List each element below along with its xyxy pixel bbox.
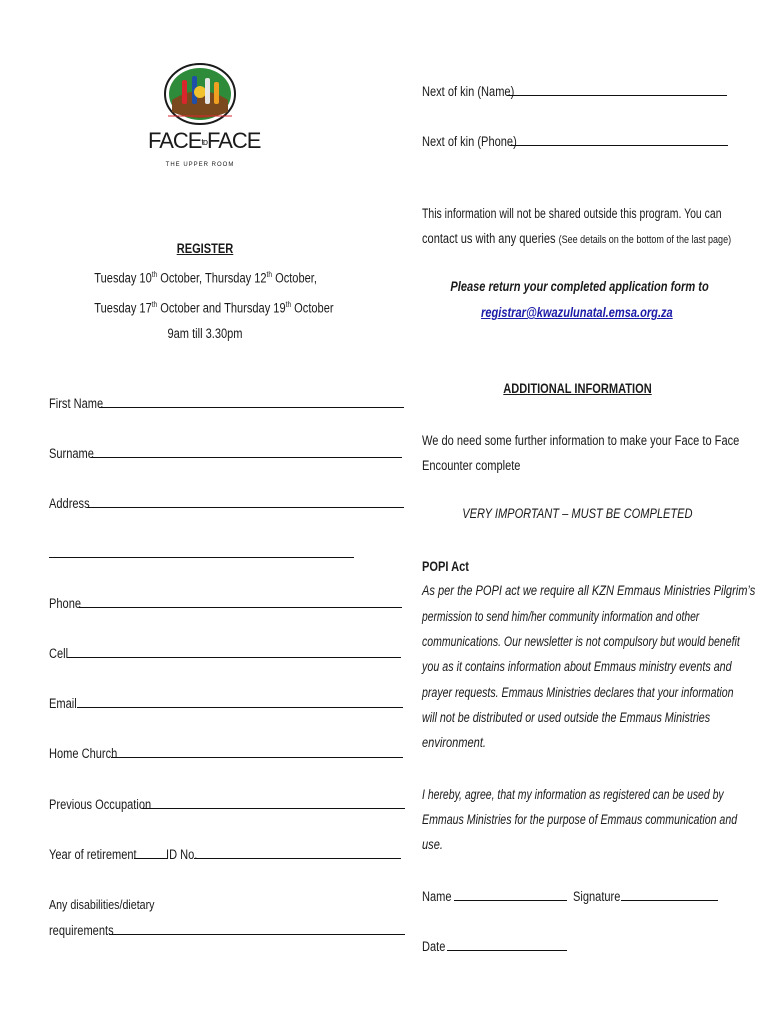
popi-title: POPI Act xyxy=(422,559,469,574)
next-of-kin-phone-label: Next of kin (Phone) xyxy=(422,134,517,149)
logo-wordmark: FACEtoFACE xyxy=(148,128,261,153)
register-title: REGISTER xyxy=(176,241,234,256)
popi-line-5: prayer requests. Emmaus Ministries declares that your information xyxy=(422,685,734,700)
next-of-kin-phone-field[interactable] xyxy=(422,129,732,149)
surname-line[interactable] xyxy=(91,457,402,458)
register-dates-line-1: Tuesday 10th October, Thursday 12th October, xyxy=(94,270,317,286)
popi-line-6: will not be distributed or used outside the Emmaus Ministries xyxy=(422,710,711,725)
agree-line-3: use. xyxy=(422,837,443,852)
retirement-id-field[interactable] xyxy=(49,842,359,862)
home-church-field[interactable] xyxy=(49,741,359,761)
disabilities-label-1: Any disabilities/dietary xyxy=(49,897,155,912)
popi-line-1: As per the POPI act we require all KZN Emmaus Ministries Pilgrim’s xyxy=(422,583,756,598)
email-field[interactable] xyxy=(49,691,359,711)
date-field[interactable] xyxy=(422,934,732,954)
next-of-kin-name-line[interactable] xyxy=(507,95,727,96)
signature-line[interactable] xyxy=(621,900,718,901)
privacy-text-1: This information will not be shared outside this program. You can xyxy=(422,206,722,221)
surname-field[interactable] xyxy=(49,441,359,461)
disabilities-label-2: requirements xyxy=(49,923,114,938)
name-signature-field[interactable] xyxy=(422,884,732,904)
first-name-label: First Name xyxy=(49,396,104,411)
agree-line-2: Emmaus Ministries for the purpose of Emmaus communication and xyxy=(422,812,738,827)
previous-occupation-field[interactable] xyxy=(49,792,359,812)
date-label: Date xyxy=(422,939,446,954)
year-of-retirement-line[interactable] xyxy=(134,858,167,859)
registrar-email-link[interactable]: registrar@kwazulunatal.emsa.org.za xyxy=(481,305,673,320)
cell-label: Cell xyxy=(49,646,69,661)
register-time: 9am till 3.30pm xyxy=(167,326,243,341)
register-dates-line-2: Tuesday 17th October and Thursday 19th October xyxy=(94,299,334,315)
name-line[interactable] xyxy=(454,900,567,901)
year-of-retirement-label: Year of retirement xyxy=(49,847,137,862)
disabilities-field[interactable] xyxy=(49,918,359,938)
name-label: Name xyxy=(422,889,452,904)
privacy-text-2: contact us with any queries (See details on the bottom of the last page) xyxy=(422,231,732,246)
popi-line-2: permission to send him/her community information and other xyxy=(422,609,700,624)
email-label: Email xyxy=(49,696,77,711)
register-block xyxy=(70,236,340,347)
phone-line[interactable] xyxy=(79,607,402,608)
address-field[interactable] xyxy=(49,491,359,511)
address-line-2-field[interactable] xyxy=(49,541,359,561)
previous-occupation-line[interactable] xyxy=(142,808,405,809)
disabilities-line[interactable] xyxy=(109,934,405,935)
cell-line[interactable] xyxy=(67,657,401,658)
popi-line-3: communications. Our newsletter is not compulsory but would benefit xyxy=(422,634,740,649)
first-name-field[interactable] xyxy=(49,391,359,411)
email-line[interactable] xyxy=(77,707,403,708)
id-no-label: ID No. xyxy=(166,847,198,862)
id-no-line[interactable] xyxy=(194,858,401,859)
address-label: Address xyxy=(49,496,90,511)
signature-label: Signature xyxy=(573,889,621,904)
further-info-text-1: We do need some further information to make your Face to Face xyxy=(422,433,740,448)
face-to-face-logo xyxy=(148,62,261,174)
phone-field[interactable] xyxy=(49,591,359,611)
cell-field[interactable] xyxy=(49,641,359,661)
return-instruction: Please return your completed application form to xyxy=(450,279,709,294)
popi-line-4: you as it contains information about Emmaus ministry events and xyxy=(422,659,732,674)
surname-label: Surname xyxy=(49,446,94,461)
home-church-line[interactable] xyxy=(111,757,403,758)
next-of-kin-name-field[interactable] xyxy=(422,79,732,99)
date-line[interactable] xyxy=(447,950,567,951)
very-important-note: VERY IMPORTANT – MUST BE COMPLETED xyxy=(461,506,693,521)
next-of-kin-name-label: Next of kin (Name) xyxy=(422,84,515,99)
agree-line-1: I hereby, agree, that my information as registered can be used by xyxy=(422,787,724,802)
previous-occupation-label: Previous Occupation xyxy=(49,797,152,812)
home-church-label: Home Church xyxy=(49,746,118,761)
additional-info-title: ADDITIONAL INFORMATION xyxy=(502,381,652,396)
address-line-1[interactable] xyxy=(87,507,404,508)
further-info-text-2: Encounter complete xyxy=(422,458,521,473)
address-line-2[interactable] xyxy=(49,557,354,558)
next-of-kin-phone-line[interactable] xyxy=(510,145,728,146)
logo-subtitle: THE UPPER ROOM xyxy=(165,162,235,168)
first-name-line[interactable] xyxy=(99,407,404,408)
popi-line-7: environment. xyxy=(422,735,486,750)
phone-label: Phone xyxy=(49,596,82,611)
